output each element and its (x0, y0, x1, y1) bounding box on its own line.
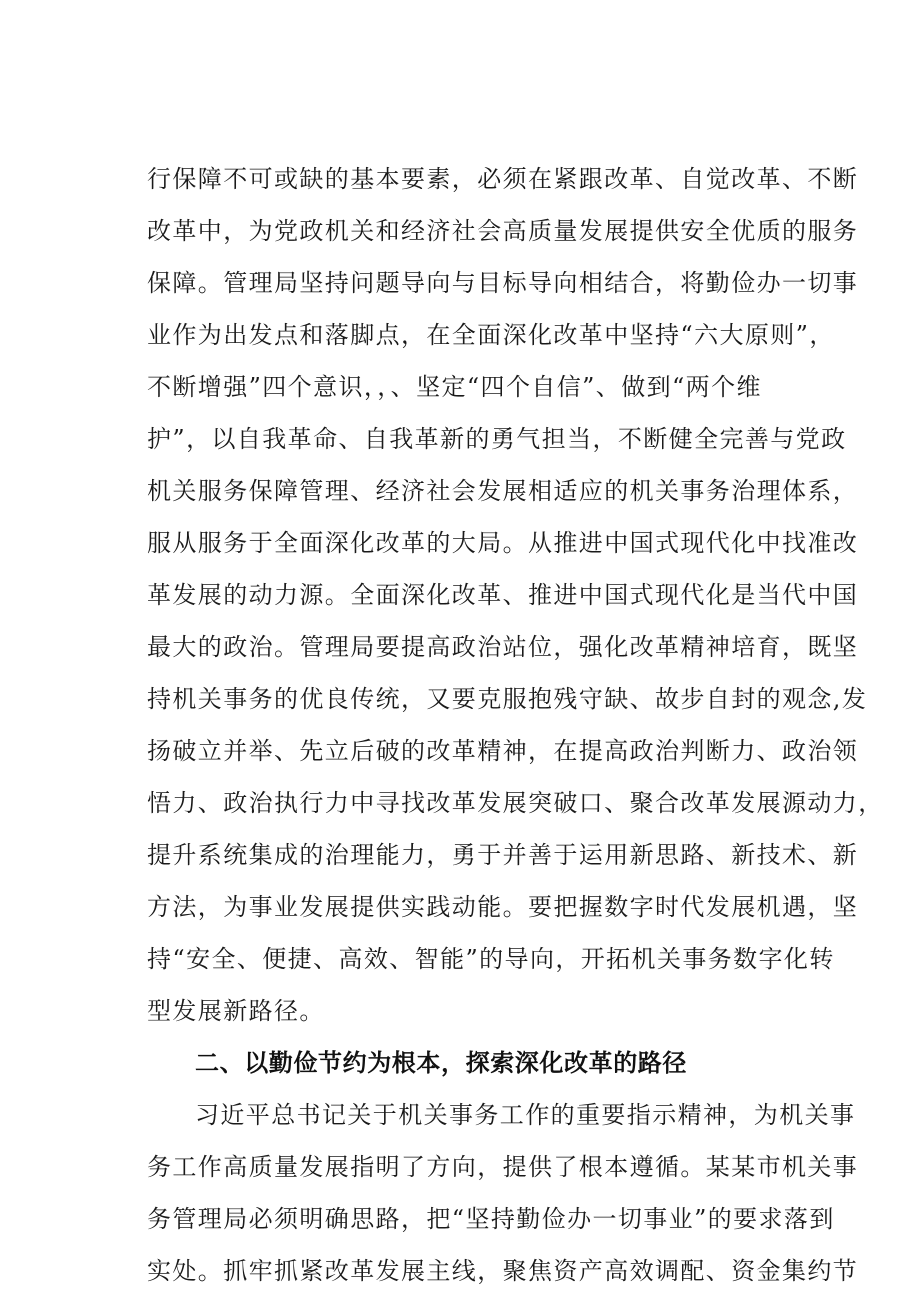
paragraph-line: 改革中，为党政机关和经济社会高质量发展提供安全优质的服务 (147, 217, 859, 245)
paragraph-line: 业作为出发点和落脚点，在全面深化改革中坚持“六大原则”， (147, 321, 835, 349)
paragraph-line: 服从服务于全面深化改革的大局。从推进中国式现代化中找准改 (147, 529, 859, 557)
paragraph-line: 扬破立并举、先立后破的改革精神，在提高政治判断力、政治领 (147, 737, 859, 765)
paragraph-line: 行保障不可或缺的基本要素，必须在紧跟改革、自觉改革、不断 (147, 165, 859, 193)
paragraph-line: 型发展新路径。 (147, 997, 325, 1025)
paragraph-line: 方法，为事业发展提供实践动能。要把握数字时代发展机遇，坚 (147, 893, 859, 921)
paragraph-line: 务管理局必须明确思路，把“坚持勤俭办一切事业”的要求落到 (147, 1205, 835, 1233)
paragraph-line: 保障。管理局坚持问题导向与目标导向相结合，将勤俭办一切事 (147, 269, 859, 297)
paragraph-line: 持“安全、便捷、高效、智能”的导向，开拓机关事务数字化转 (147, 945, 835, 973)
section-heading: 二、以勤俭节约为根本，探索深化改革的路径 (195, 1049, 687, 1077)
paragraph-line: 习近平总书记关于机关事务工作的重要指示精神，为机关事 (195, 1101, 856, 1129)
paragraph-line: 实处。抓牢抓紧改革发展主线，聚焦资产高效调配、资金集约节 (147, 1257, 859, 1285)
paragraph-line: 提升系统集成的治理能力，勇于并善于运用新思路、新技术、新 (147, 841, 859, 869)
paragraph-line: 不断增强”四个意识，，、坚定“四个自信”、做到“两个维 (147, 373, 762, 401)
paragraph-line: 护”，以自我革命、自我革新的勇气担当，不断健全完善与党政 (147, 425, 847, 453)
paragraph-line: 务工作高质量发展指明了方向，提供了根本遵循。某某市机关事 (147, 1153, 859, 1181)
paragraph-line: 持机关事务的优良传统，又要克服抱残守缺、故步自封的观念,发 (147, 685, 868, 713)
paragraph-line: 悟力、政治执行力中寻找改革发展突破口、聚合改革发展源动力， (147, 789, 884, 817)
paragraph-line: 机关服务保障管理、经济社会发展相适应的机关事务治理体系， (147, 477, 859, 505)
paragraph-line: 革发展的动力源。全面深化改革、推进中国式现代化是当代中国 (147, 581, 859, 609)
paragraph-line: 最大的政治。管理局要提高政治站位，强化改革精神培育，既坚 (147, 633, 859, 661)
